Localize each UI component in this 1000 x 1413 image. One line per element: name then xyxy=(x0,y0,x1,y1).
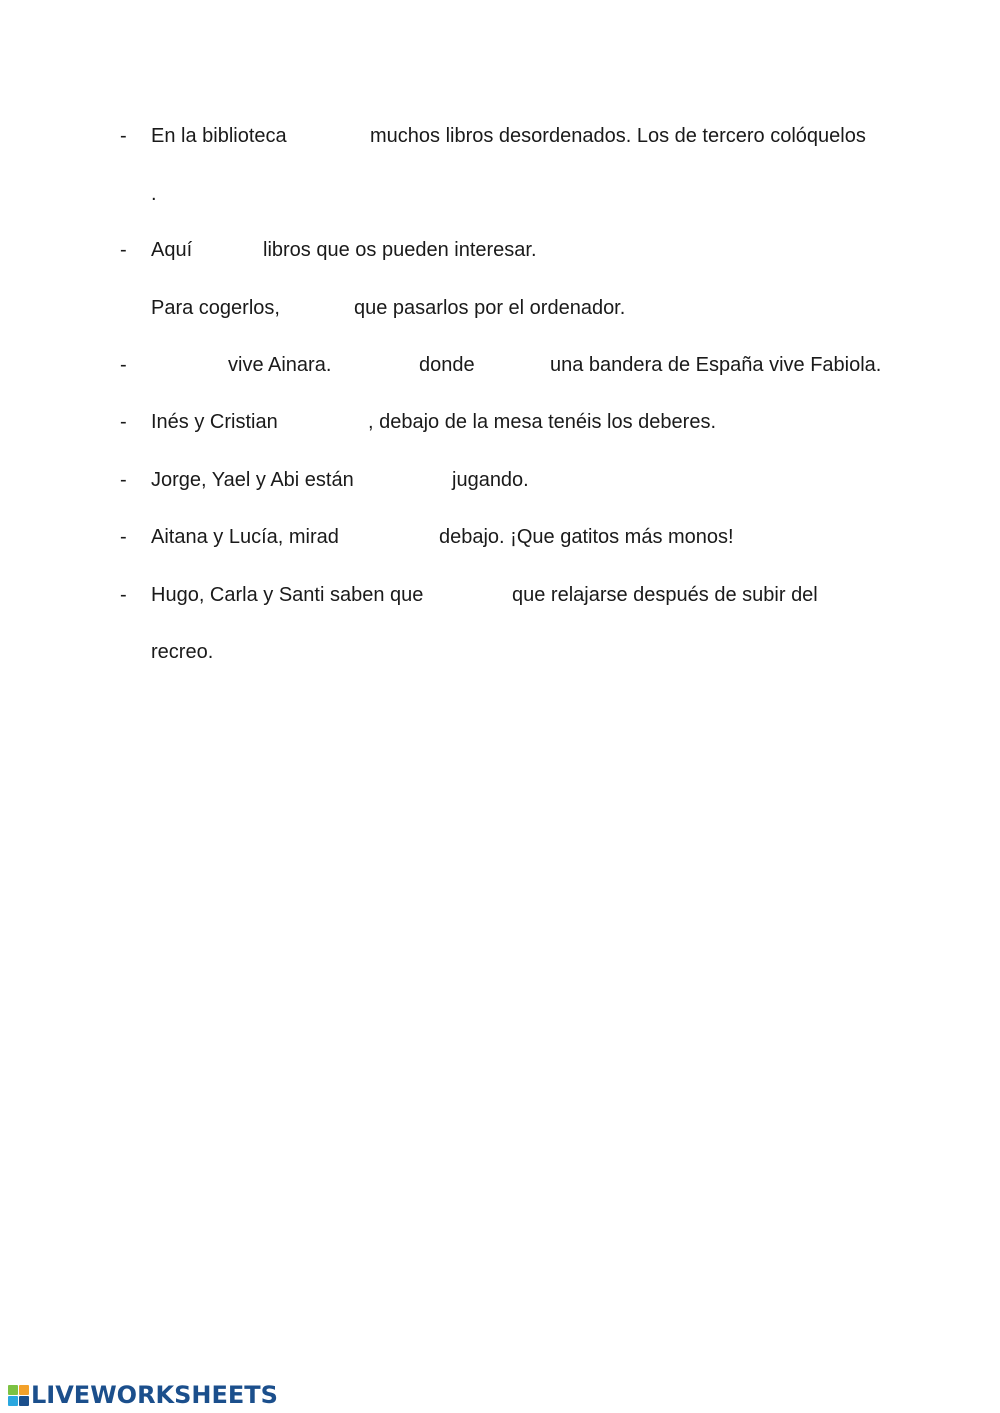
bullet-dash: - xyxy=(120,125,127,147)
sentence-text: jugando. xyxy=(452,469,529,491)
logo-tile xyxy=(19,1396,29,1406)
answer-blank-4[interactable] xyxy=(290,295,348,321)
sentence-text: Jorge, Yael y Abi están xyxy=(151,469,354,491)
sentence-text: una bandera de España vive Fabiola. xyxy=(550,354,882,376)
sentence-text: Inés y Cristian xyxy=(151,411,278,433)
bullet-dash: - xyxy=(120,239,127,261)
brand-name: LIVEWORKSHEETS xyxy=(31,1381,278,1409)
answer-blank-8[interactable] xyxy=(289,409,363,435)
answer-blank-7[interactable] xyxy=(486,352,544,378)
sentence-text: . xyxy=(151,183,157,205)
sentence-text: recreo. xyxy=(151,641,214,663)
answer-blank-11[interactable] xyxy=(440,582,506,608)
sentence-line-6 xyxy=(0,522,1000,552)
bullet-dash: - xyxy=(120,354,127,376)
sentence-text: debajo. ¡Que gatitos más monos! xyxy=(439,526,734,548)
answer-blank-9[interactable] xyxy=(368,467,446,493)
sentence-line-3 xyxy=(0,350,1000,380)
sentence-text: que relajarse después de subir del xyxy=(512,584,818,606)
answer-blank-2[interactable] xyxy=(90,181,150,207)
answer-blank-5[interactable] xyxy=(151,352,221,378)
sentence-text: Aitana y Lucía, mirad xyxy=(151,526,339,548)
sentence-line-1 xyxy=(0,121,1000,151)
logo-mark-icon xyxy=(8,1385,29,1406)
bullet-dash: - xyxy=(120,469,127,491)
sentence-text: donde xyxy=(419,354,475,376)
bullet-dash: - xyxy=(120,411,127,433)
sentence-text: , debajo de la mesa tenéis los deberes. xyxy=(368,411,716,433)
logo-tile xyxy=(19,1385,29,1395)
sentence-text: Para cogerlos, xyxy=(151,297,280,319)
sentence-line-4 xyxy=(0,407,1000,437)
answer-blank-10[interactable] xyxy=(355,524,433,550)
sentence-text: Hugo, Carla y Santi saben que xyxy=(151,584,424,606)
sentence-text: libros que os pueden interesar. xyxy=(263,239,537,261)
answer-blank-6[interactable] xyxy=(345,352,413,378)
sentence-line-7-continued xyxy=(0,637,1000,667)
sentence-line-2-continued xyxy=(0,293,1000,323)
sentence-text: Aquí xyxy=(151,239,193,261)
bullet-dash: - xyxy=(120,526,127,548)
answer-blank-1[interactable] xyxy=(304,123,364,149)
logo-tile xyxy=(8,1385,18,1395)
answer-blank-3[interactable] xyxy=(200,237,258,263)
logo-tile xyxy=(8,1396,18,1406)
sentence-text: vive Ainara. xyxy=(228,354,332,376)
bullet-dash: - xyxy=(120,584,127,606)
sentence-text: muchos libros desordenados. Los de tercero colóquelos xyxy=(370,125,866,147)
liveworksheets-logo xyxy=(8,1380,278,1410)
sentence-line-7 xyxy=(0,580,1000,610)
sentence-line-2 xyxy=(0,235,1000,265)
sentence-line-5 xyxy=(0,465,1000,495)
sentence-line-1-continued xyxy=(0,179,1000,209)
sentence-text: que pasarlos por el ordenador. xyxy=(354,297,626,319)
sentence-text: En la biblioteca xyxy=(151,125,287,147)
